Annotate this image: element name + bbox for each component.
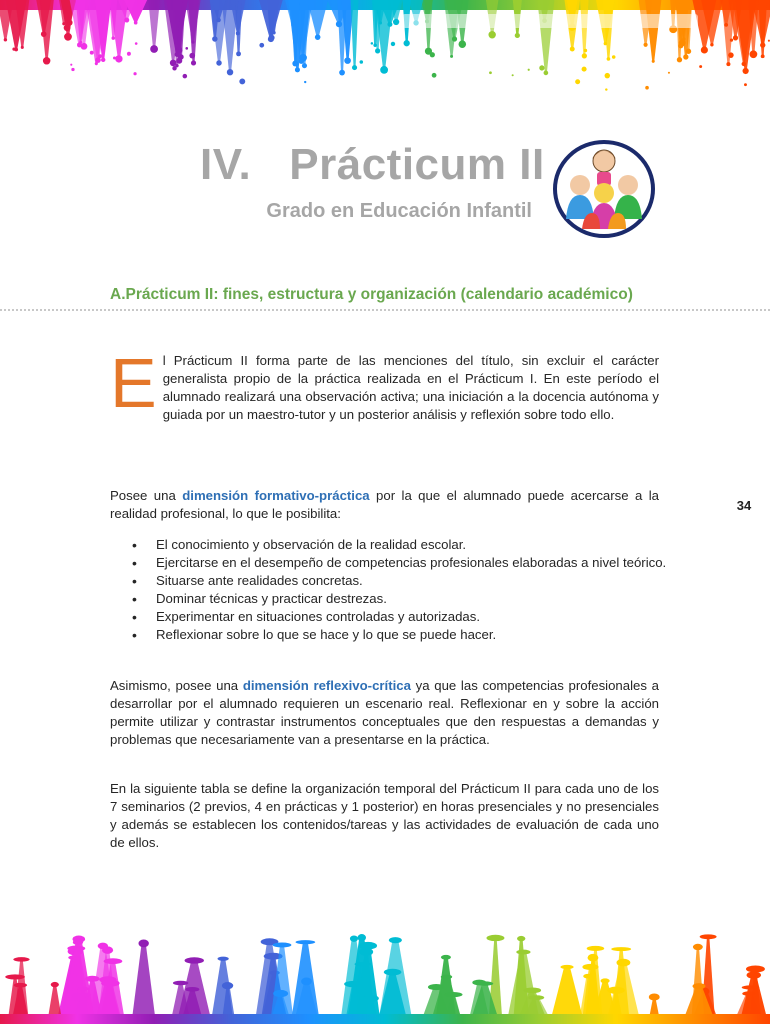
- reflective-text-before: Asimismo, posee una: [110, 678, 243, 693]
- reflective-paragraph: [110, 677, 659, 749]
- list-item: • Experimentar en situaciones controladas y autorizadas.: [156, 608, 716, 626]
- list-item: • Dominar técnicas y practicar destrezas.: [156, 590, 716, 608]
- list-item: • Situarse ante realidades concretas.: [156, 572, 716, 590]
- page-title: [200, 140, 545, 190]
- title-text: Prácticum II: [289, 140, 545, 189]
- intro-paragraph-text: l Prácticum II forma parte de las menciones del título, sin excluir el carácter generalista propio de la práctica realizada en el Prácticum I. En este período el alumnado realizará una observación activa; una iniciación a la docencia autónoma y guiada por un maestro-tutor y un posterior análisis y reflexión sobre todo ello.: [162, 353, 659, 422]
- table-intro-paragraph: En la siguiente tabla se define la organización temporal del Prácticum II para cada uno de los 7 seminarios (2 previos, 4 en prácticas y 1 posterior) en horas presenciales y no presenciales y además se establecen los contenidos/tareas y las actividades de evaluación de cada uno de ellos.: [110, 781, 659, 850]
- section-divider: [0, 309, 770, 311]
- list-item: • Reflexionar sobre lo que se hace y lo que se puede hacer.: [156, 626, 716, 644]
- list-item: • El conocimiento y observación de la realidad escolar.: [156, 536, 716, 554]
- top-decorative-band: [0, 0, 770, 92]
- bottom-decorative-band: [0, 928, 770, 1024]
- paint-drips-bottom: [0, 928, 770, 1024]
- page-subtitle: Grado en Educación Infantil: [266, 200, 532, 222]
- formative-text-before: Posee una: [110, 488, 183, 503]
- competencies-list: [110, 536, 716, 644]
- top-band-label: [402, 14, 698, 28]
- list-item: • Ejercitarse en el desempeño de competencias profesionales elaboradas a nivel teórico.: [156, 554, 716, 572]
- reflective-highlight: dimensión reflexivo-crítica: [242, 678, 411, 693]
- page-number: 34: [736, 498, 752, 513]
- drop-cap-letter: E: [110, 344, 157, 422]
- formative-text-after: por la que el alumnado puede acercarse a la realidad profesional, lo que le posibilita:: [110, 488, 659, 521]
- formative-paragraph: [110, 487, 659, 523]
- section-heading: A.Prácticum II: fines, estructura y organización (calendario académico): [110, 286, 633, 303]
- reflective-text-after: ya que las competencias profesionales a desarrollar por el alumnado requieren un escenario real. Reflexionar en y sobre la acción permite utilizar y contrastar instrumentos conceptuales que den respuestas a demandas y problemas que necesariamente van a presentarse en la práctica.: [110, 678, 659, 747]
- formative-highlight: dimensión formativo-práctica: [182, 488, 370, 503]
- title-numeral: IV.: [200, 140, 252, 189]
- children-circle-teacher-icon: [552, 139, 656, 239]
- intro-paragraph: [110, 344, 659, 424]
